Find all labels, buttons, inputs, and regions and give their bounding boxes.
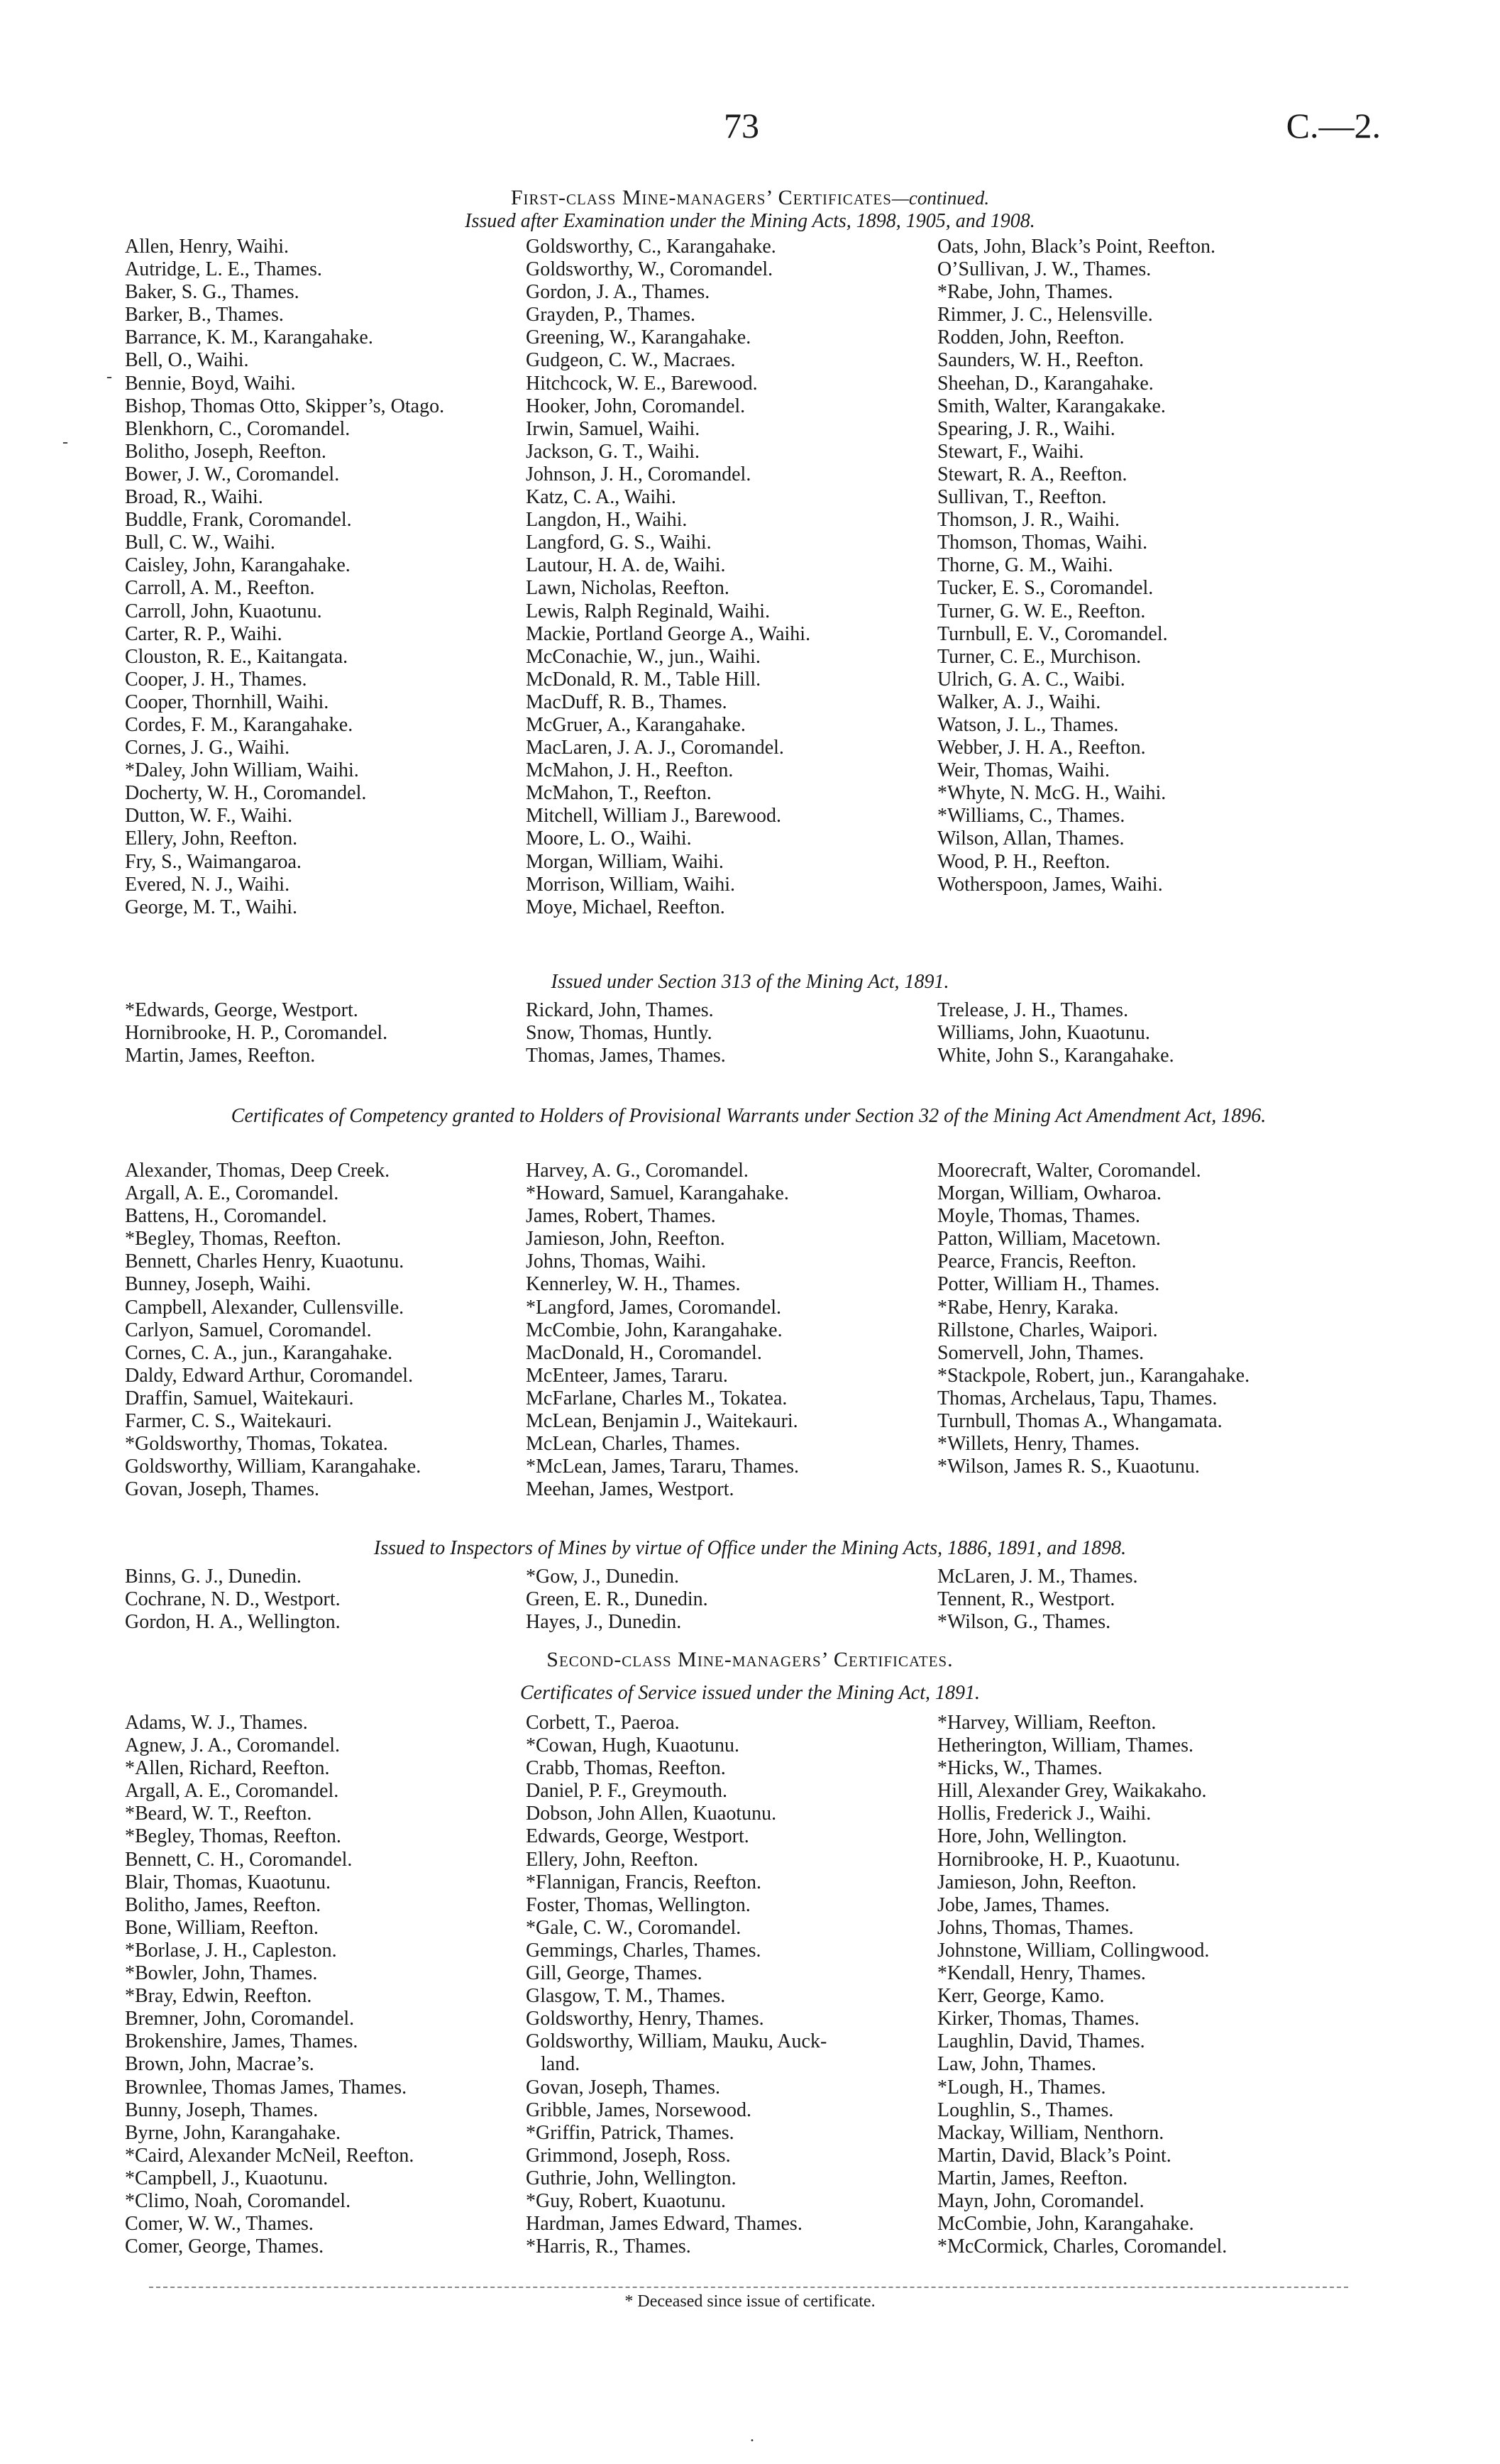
list-item: McCombie, John, Karangahake.	[937, 2213, 1194, 2235]
list-item: Bennett, Charles Henry, Kuaotunu.	[125, 1250, 404, 1273]
name-column-3	[937, 236, 1391, 919]
list-item: Foster, Thomas, Wellington.	[526, 1893, 751, 1916]
list-item: McCombie, John, Karangahake.	[526, 1319, 783, 1341]
list-item: Turnbull, E. V., Coromandel.	[937, 622, 1168, 645]
list-item: Ellery, John, Reefton.	[125, 827, 298, 850]
list-item: *Cowan, Hugh, Kuaotunu.	[526, 1734, 739, 1757]
list-item: Bone, William, Reefton.	[125, 1916, 319, 1939]
list-item: Farmer, C. S., Waitekauri.	[125, 1410, 332, 1433]
name-column-3	[937, 999, 1391, 1067]
list-item: Draffin, Samuel, Waitekauri.	[125, 1387, 354, 1409]
list-item: Green, E. R., Dunedin.	[526, 1588, 708, 1611]
list-item: Hardman, James Edward, Thames.	[526, 2213, 803, 2235]
list-item: *Williams, C., Thames.	[937, 805, 1125, 827]
list-item: Crabb, Thomas, Reefton.	[526, 1757, 726, 1780]
list-item: Binns, G. J., Dunedin.	[125, 1566, 302, 1588]
list-item: *Goldsworthy, Thomas, Tokatea.	[125, 1433, 388, 1456]
name-column-3	[937, 1566, 1391, 1634]
list-item: Ulrich, G. A. C., Waibi.	[937, 668, 1125, 691]
list-item: *Edwards, George, Westport.	[125, 999, 358, 1021]
list-item: *Gow, J., Dunedin.	[526, 1566, 679, 1588]
list-item: Bishop, Thomas Otto, Skipper’s, Otago.	[125, 395, 445, 417]
section-title-main: Second-class Mine-managers’ Certificates.	[546, 1648, 954, 1671]
list-item: Carroll, A. M., Reefton.	[125, 577, 315, 600]
list-item: McLaren, J. M., Thames.	[937, 1566, 1138, 1588]
list-item: Caisley, John, Karangahake.	[125, 554, 351, 577]
list-item: Rillstone, Charles, Waipori.	[937, 1319, 1158, 1341]
list-item: Cooper, J. H., Thames.	[125, 668, 307, 691]
list-item: MacDuff, R. B., Thames.	[526, 691, 727, 713]
list-item: *Lough, H., Thames.	[937, 2076, 1106, 2099]
list-item: Johns, Thomas, Waihi.	[526, 1250, 707, 1273]
list-item: Mackie, Portland George A., Waihi.	[526, 622, 811, 645]
list-item: Alexander, Thomas, Deep Creek.	[125, 1160, 390, 1182]
list-item: Morgan, William, Owharoa.	[937, 1182, 1162, 1205]
list-item: *McLean, James, Tararu, Thames.	[526, 1456, 799, 1478]
list-item: McLean, Benjamin J., Waitekauri.	[526, 1410, 798, 1433]
list-item: Agnew, J. A., Coromandel.	[125, 1734, 341, 1757]
list-item: Bell, O., Waihi.	[125, 349, 249, 372]
section-subtitle: Issued after Examination under the Mining Acts, 1898, 1905, and 1908.	[465, 210, 1035, 232]
list-item: Hill, Alexander Grey, Waikakaho.	[937, 1780, 1207, 1803]
name-column-3	[937, 1712, 1391, 2258]
list-item: Jobe, James, Thames.	[937, 1893, 1110, 1916]
list-item: *Rabe, John, Thames.	[937, 281, 1113, 304]
list-item: McConachie, W., jun., Waihi.	[526, 645, 761, 668]
list-item: *Bray, Edwin, Reefton.	[125, 1985, 312, 2008]
list-item: Thomas, Archelaus, Tapu, Thames.	[937, 1387, 1218, 1409]
list-item: Somervell, John, Thames.	[937, 1341, 1145, 1364]
list-item: Hornibrooke, H. P., Coromandel.	[125, 1022, 388, 1045]
list-item: *Bowler, John, Thames.	[125, 1962, 318, 1985]
list-item: Sheehan, D., Karangahake.	[937, 372, 1154, 395]
list-item: *Beard, W. T., Reefton.	[125, 1803, 312, 1825]
list-item: *Kendall, Henry, Thames.	[937, 1962, 1146, 1985]
list-item: Carroll, John, Kuaotunu.	[125, 600, 322, 622]
list-item: McEnteer, James, Tararu.	[526, 1364, 728, 1387]
list-item: James, Robert, Thames.	[526, 1205, 716, 1228]
list-item: Grayden, P., Thames.	[526, 304, 695, 326]
list-item: Jamieson, John, Reefton.	[526, 1228, 725, 1250]
list-item: *Borlase, J. H., Capleston.	[125, 1939, 337, 1962]
list-item: Gordon, J. A., Thames.	[526, 281, 710, 304]
list-item: Carlyon, Samuel, Coromandel.	[125, 1319, 372, 1341]
list-item: *Caird, Alexander McNeil, Reefton.	[125, 2144, 414, 2167]
list-item: Meehan, James, Westport.	[526, 1478, 734, 1501]
name-columns	[125, 236, 1395, 919]
list-item: Greening, W., Karangahake.	[526, 326, 751, 349]
list-item: Carter, R. P., Waihi.	[125, 622, 282, 645]
name-column-1	[125, 999, 526, 1067]
section-subtitle: Certificates of Competency granted to Holders of Provisional Warrants under Section 32 of the Mining Act Amendment Act, 1896.	[231, 1105, 1267, 1127]
list-item: *Climo, Noah, Coromandel.	[125, 2189, 351, 2212]
list-item: McGruer, A., Karangahake.	[526, 713, 746, 736]
footnote: * Deceased since issue of certificate.	[624, 2292, 876, 2311]
list-item: Glasgow, T. M., Thames.	[526, 1985, 726, 2008]
list-item: Hore, John, Wellington.	[937, 1825, 1127, 1848]
list-item: Kennerley, W. H., Thames.	[526, 1273, 741, 1296]
list-item: Brokenshire, James, Thames.	[125, 2030, 358, 2053]
list-item: *Hicks, W., Thames.	[937, 1757, 1103, 1780]
list-item: Law, John, Thames.	[937, 2053, 1096, 2076]
name-column-2	[526, 1566, 937, 1634]
list-item: Saunders, W. H., Reefton.	[937, 349, 1144, 372]
list-item: McMahon, J. H., Reefton.	[526, 759, 734, 782]
section-title	[0, 1648, 1500, 1672]
list-item: *Begley, Thomas, Reefton.	[125, 1228, 341, 1250]
margin-mark: -	[62, 433, 68, 451]
list-item: Blair, Thomas, Kuaotunu.	[125, 1871, 331, 1893]
list-item: Hollis, Frederick J., Waihi.	[937, 1803, 1152, 1825]
list-item: Moorecraft, Walter, Coromandel.	[937, 1160, 1201, 1182]
list-item: Bennie, Boyd, Waihi.	[125, 372, 296, 395]
list-item: MacDonald, H., Coromandel.	[526, 1341, 762, 1364]
list-item: Ellery, John, Reefton.	[526, 1848, 699, 1871]
list-item: *Flannigan, Francis, Reefton.	[526, 1871, 762, 1893]
section-subtitle: Certificates of Service issued under the Mining Act, 1891.	[519, 1682, 981, 1704]
list-item: Barrance, K. M., Karangahake.	[125, 326, 373, 349]
margin-mark: -	[106, 368, 112, 386]
list-item: Gribble, James, Norsewood.	[526, 2099, 752, 2121]
list-item: Wilson, Allan, Thames.	[937, 827, 1125, 850]
list-item: Jackson, G. T., Waihi.	[526, 440, 700, 463]
footnote-rule	[149, 2287, 1348, 2288]
list-item: *Howard, Samuel, Karangahake.	[526, 1182, 789, 1205]
name-columns	[125, 1712, 1395, 2258]
list-item: Patton, William, Macetown.	[937, 1228, 1161, 1250]
list-item: Govan, Joseph, Thames.	[125, 1478, 319, 1501]
list-item: Docherty, W. H., Coromandel.	[125, 782, 367, 805]
list-item: Spearing, J. R., Waihi.	[937, 417, 1115, 440]
list-item: Mayn, John, Coromandel.	[937, 2189, 1145, 2212]
list-item: Evered, N. J., Waihi.	[125, 873, 290, 896]
name-column-2	[526, 236, 937, 919]
list-item: Kirker, Thomas, Thames.	[937, 2008, 1140, 2030]
list-item: Mitchell, William J., Barewood.	[526, 805, 781, 827]
list-item: Hooker, John, Coromandel.	[526, 395, 746, 417]
list-item: *Guy, Robert, Kuaotunu.	[526, 2189, 727, 2212]
list-item: McDonald, R. M., Table Hill.	[526, 668, 761, 691]
section-subtitle: Issued to Inspectors of Mines by virtue of Office under the Mining Acts, 1886, 1891, and 1898.	[373, 1537, 1127, 1559]
list-item: Lawn, Nicholas, Reefton.	[526, 577, 729, 600]
list-item: Goldsworthy, C., Karangahake.	[526, 236, 776, 258]
list-item: Battens, H., Coromandel.	[125, 1205, 327, 1228]
list-item: Bunny, Joseph, Thames.	[125, 2099, 319, 2121]
list-item: Loughlin, S., Thames.	[937, 2099, 1114, 2121]
list-item: Clouston, R. E., Kaitangata.	[125, 645, 348, 668]
list-item: Stewart, R. A., Reefton.	[937, 463, 1127, 485]
list-item: Martin, James, Reefton.	[937, 2167, 1128, 2189]
list-item: Trelease, J. H., Thames.	[937, 999, 1129, 1021]
list-item: *Rabe, Henry, Karaka.	[937, 1296, 1119, 1319]
name-column-2	[526, 1712, 937, 2258]
list-item: Watson, J. L., Thames.	[937, 713, 1119, 736]
list-item: Rickard, John, Thames.	[526, 999, 714, 1021]
list-item: Govan, Joseph, Thames.	[526, 2076, 720, 2099]
section-title	[0, 186, 1500, 210]
list-item: Argall, A. E., Coromandel.	[125, 1780, 339, 1803]
list-item: Hayes, J., Dunedin.	[526, 1611, 682, 1634]
list-item: *Willets, Henry, Thames.	[937, 1433, 1140, 1456]
list-item: Gordon, H. A., Wellington.	[125, 1611, 341, 1634]
list-item: Hornibrooke, H. P., Kuaotunu.	[937, 1848, 1181, 1871]
name-columns	[125, 1160, 1395, 1501]
list-item: Cornes, C. A., jun., Karangahake.	[125, 1341, 393, 1364]
list-item: Edwards, George, Westport.	[526, 1825, 749, 1848]
list-item: Lautour, H. A. de, Waihi.	[526, 554, 726, 577]
list-item: Argall, A. E., Coromandel.	[125, 1182, 339, 1205]
section-title-continued: —continued.	[891, 187, 990, 209]
list-item: O’Sullivan, J. W., Thames.	[937, 258, 1152, 281]
list-item: Comer, W. W., Thames.	[125, 2213, 314, 2235]
list-item: Moye, Michael, Reefton.	[526, 896, 725, 918]
list-item: Martin, David, Black’s Point.	[937, 2144, 1171, 2167]
list-item: Cordes, F. M., Karangahake.	[125, 713, 353, 736]
list-item: Grimmond, Joseph, Ross.	[526, 2144, 731, 2167]
list-item: Goldsworthy, William, Mauku, Auck-	[526, 2030, 827, 2053]
list-item: Bunney, Joseph, Waihi.	[125, 1273, 311, 1296]
list-item: Thomas, James, Thames.	[526, 1045, 726, 1067]
list-item: *Daley, John William, Waihi.	[125, 759, 359, 782]
list-item: Hetherington, William, Thames.	[937, 1734, 1193, 1757]
list-item: *McCormick, Charles, Coromandel.	[937, 2235, 1228, 2258]
list-item: Barker, B., Thames.	[125, 304, 284, 326]
section-subtitle: Issued under Section 313 of the Mining Act, 1891.	[551, 971, 949, 993]
list-item: Webber, J. H. A., Reefton.	[937, 737, 1146, 759]
list-item: Thomson, J. R., Waihi.	[937, 509, 1120, 532]
list-item: Sullivan, T., Reefton.	[937, 486, 1107, 509]
list-item: *Wilson, G., Thames.	[937, 1611, 1111, 1634]
list-item: *Griffin, Patrick, Thames.	[526, 2121, 734, 2144]
list-item: Adams, W. J., Thames.	[125, 1712, 308, 1734]
list-item: Campbell, Alexander, Cullensville.	[125, 1296, 404, 1319]
list-item: Weir, Thomas, Waihi.	[937, 759, 1110, 782]
list-item: Goldsworthy, W., Coromandel.	[526, 258, 773, 281]
list-item: Brownlee, Thomas James, Thames.	[125, 2076, 407, 2099]
list-item: Autridge, L. E., Thames.	[125, 258, 322, 281]
list-item: Cooper, Thornhill, Waihi.	[125, 691, 329, 713]
list-item: Smith, Walter, Karangakake.	[937, 395, 1166, 417]
name-column-2	[526, 999, 937, 1067]
list-item: Gudgeon, C. W., Macraes.	[526, 349, 736, 372]
list-item: Wotherspoon, James, Waihi.	[937, 873, 1163, 896]
list-item: Lewis, Ralph Reginald, Waihi.	[526, 600, 771, 622]
name-column-1	[125, 1566, 526, 1634]
list-item: Wood, P. H., Reefton.	[937, 850, 1110, 873]
list-item: Daniel, P. F., Greymouth.	[526, 1780, 727, 1803]
list-item: Turner, G. W. E., Reefton.	[937, 600, 1146, 622]
list-item: Snow, Thomas, Huntly.	[526, 1022, 712, 1045]
list-item: McMahon, T., Reefton.	[526, 782, 712, 805]
list-item: Goldsworthy, Henry, Thames.	[526, 2008, 764, 2030]
section-title-main: First-class Mine-managers’ Certificates	[510, 186, 892, 209]
name-column-2	[526, 1160, 937, 1501]
list-item: Cochrane, N. D., Westport.	[125, 1588, 341, 1611]
list-item: Blenkhorn, C., Coromandel.	[125, 417, 351, 440]
list-item: *Langford, James, Coromandel.	[526, 1296, 782, 1319]
list-item: Buddle, Frank, Coromandel.	[125, 509, 352, 532]
list-item: *Campbell, J., Kuaotunu.	[125, 2167, 329, 2189]
list-item: *Stackpole, Robert, jun., Karangahake.	[937, 1364, 1250, 1387]
list-item: Thorne, G. M., Waihi.	[937, 554, 1113, 577]
list-item: Morrison, William, Waihi.	[526, 873, 736, 896]
list-item: Comer, George, Thames.	[125, 2235, 324, 2258]
list-item: Dobson, John Allen, Kuaotunu.	[526, 1803, 777, 1825]
document-reference: C.—2.	[1286, 106, 1381, 145]
list-item: Jamieson, John, Reefton.	[937, 1871, 1137, 1893]
list-item: Tennent, R., Westport.	[937, 1588, 1115, 1611]
name-columns	[125, 999, 1395, 1067]
list-item: Bull, C. W., Waihi.	[125, 532, 275, 554]
list-item: Morgan, William, Waihi.	[526, 850, 724, 873]
list-item: Oats, John, Black’s Point, Reefton.	[937, 236, 1215, 258]
margin-mark: .	[750, 2427, 754, 2446]
list-item: Bower, J. W., Coromandel.	[125, 463, 340, 485]
list-item: Bolitho, Joseph, Reefton.	[125, 440, 326, 463]
list-item: Rodden, John, Reefton.	[937, 326, 1125, 349]
list-item: Kerr, George, Kamo.	[937, 1985, 1105, 2008]
list-item: Moyle, Thomas, Thames.	[937, 1205, 1140, 1228]
list-item: Gill, George, Thames.	[526, 1962, 702, 1985]
list-item: Pearce, Francis, Reefton.	[937, 1250, 1137, 1273]
list-item: Williams, John, Kuaotunu.	[937, 1022, 1150, 1045]
list-item: Dutton, W. F., Waihi.	[125, 805, 293, 827]
list-item: Allen, Henry, Waihi.	[125, 236, 289, 258]
list-item: *Harvey, William, Reefton.	[937, 1712, 1157, 1734]
list-item: Bolitho, James, Reefton.	[125, 1893, 321, 1916]
list-item: Langdon, H., Waihi.	[526, 509, 688, 532]
list-item: Brown, John, Macrae’s.	[125, 2053, 314, 2076]
list-item: Tucker, E. S., Coromandel.	[937, 577, 1154, 600]
list-item: *Wilson, James R. S., Kuaotunu.	[937, 1456, 1200, 1478]
list-item: Turnbull, Thomas A., Whangamata.	[937, 1410, 1223, 1433]
list-item: *Gale, C. W., Coromandel.	[526, 1916, 741, 1939]
page-number: 73	[724, 106, 759, 145]
list-item: *Allen, Richard, Reefton.	[125, 1757, 330, 1780]
list-item: Johnstone, William, Collingwood.	[937, 1939, 1210, 1962]
list-item: McFarlane, Charles M., Tokatea.	[526, 1387, 788, 1409]
list-item: Mackay, William, Nenthorn.	[937, 2121, 1164, 2144]
list-item: Hitchcock, W. E., Barewood.	[526, 372, 758, 395]
list-item: Irwin, Samuel, Waihi.	[526, 417, 700, 440]
list-item: Byrne, John, Karangahake.	[125, 2121, 341, 2144]
list-item: Johnson, J. H., Coromandel.	[526, 463, 751, 485]
list-item: *Whyte, N. McG. H., Waihi.	[937, 782, 1167, 805]
list-item: Goldsworthy, William, Karangahake.	[125, 1456, 421, 1478]
name-column-1	[125, 236, 526, 919]
list-item: MacLaren, J. A. J., Coromandel.	[526, 737, 784, 759]
list-item: Baker, S. G., Thames.	[125, 281, 299, 304]
list-item: Turner, C. E., Murchison.	[937, 645, 1142, 668]
list-item: Potter, William H., Thames.	[937, 1273, 1160, 1296]
list-item: Thomson, Thomas, Waihi.	[937, 532, 1148, 554]
list-item: Bremner, John, Coromandel.	[125, 2008, 355, 2030]
list-item: Laughlin, David, Thames.	[937, 2030, 1145, 2053]
list-item: Langford, G. S., Waihi.	[526, 532, 712, 554]
list-item: Katz, C. A., Waihi.	[526, 486, 676, 509]
name-column-3	[937, 1160, 1391, 1501]
list-item: Daldy, Edward Arthur, Coromandel.	[125, 1364, 414, 1387]
list-item: Guthrie, John, Wellington.	[526, 2167, 737, 2189]
list-item: Martin, James, Reefton.	[125, 1045, 316, 1067]
list-item: Cornes, J. G., Waihi.	[125, 737, 290, 759]
list-item: Gemmings, Charles, Thames.	[526, 1939, 761, 1962]
name-column-1	[125, 1712, 526, 2258]
list-item: Fry, S., Waimangaroa.	[125, 850, 302, 873]
list-item: George, M. T., Waihi.	[125, 896, 297, 918]
list-item: land.	[526, 2053, 580, 2076]
list-item: Corbett, T., Paeroa.	[526, 1712, 680, 1734]
list-item: Walker, A. J., Waihi.	[937, 691, 1101, 713]
name-columns	[125, 1566, 1395, 1634]
list-item: Broad, R., Waihi.	[125, 486, 263, 509]
name-column-1	[125, 1160, 526, 1501]
list-item: Johns, Thomas, Thames.	[937, 1916, 1134, 1939]
list-item: White, John S., Karangahake.	[937, 1045, 1174, 1067]
list-item: Harvey, A. G., Coromandel.	[526, 1160, 749, 1182]
list-item: McLean, Charles, Thames.	[526, 1433, 740, 1456]
list-item: *Harris, R., Thames.	[526, 2235, 691, 2258]
list-item: *Begley, Thomas, Reefton.	[125, 1825, 341, 1848]
list-item: Moore, L. O., Waihi.	[526, 827, 692, 850]
list-item: Bennett, C. H., Coromandel.	[125, 1848, 353, 1871]
list-item: Stewart, F., Waihi.	[937, 440, 1084, 463]
list-item: Rimmer, J. C., Helensville.	[937, 304, 1153, 326]
